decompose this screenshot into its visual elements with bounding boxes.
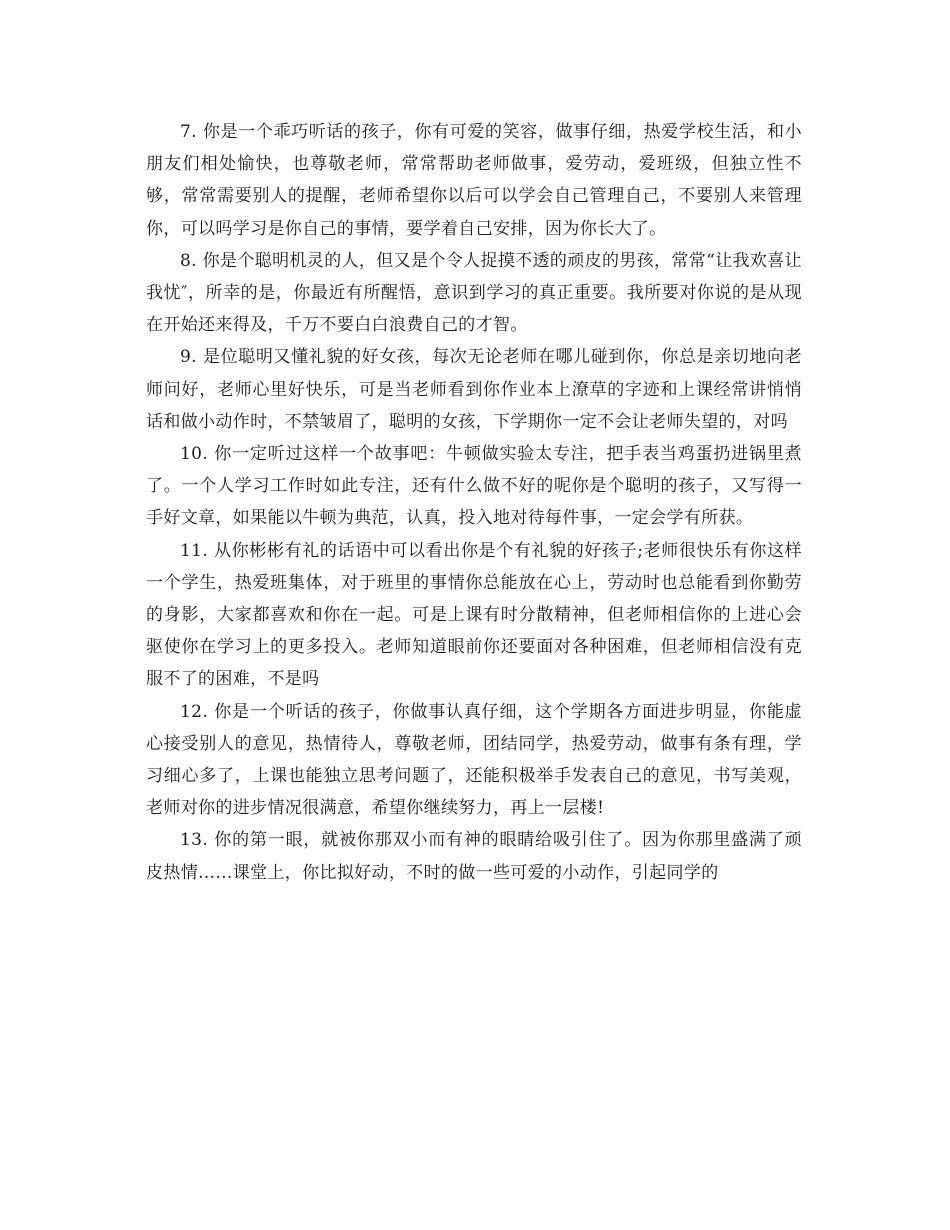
paragraph-8: 8. 你是个聪明机灵的人，但又是个令人捉摸不透的顽皮的男孩，常常“让我欢喜让我忧″，所幸的是，你最近有所醒悟，意识到学习的真正重要。我所要对你说的是从现在开始还来得及，千万不要白白浪费自己的才智。 xyxy=(146,250,802,336)
document-body xyxy=(146,116,802,889)
paragraph-11: 11. 从你彬彬有礼的话语中可以看出你是个有礼貌的好孩子;老师很快乐有你这样一个学生，热爱班集体，对于班里的事情你总能放在心上，劳动时也总能看到你勤劳的身影，大家都喜欢和你在一起。可是上课有时分散精神，但老师相信你的上进心会驱使你在学习上的更多投入。老师知道眼前你还要面对各种困难，但老师相信没有克服不了的困难，不是吗 xyxy=(146,540,802,690)
paragraph-7: 7. 你是一个乖巧听话的孩子，你有可爱的笑容，做事仔细，热爱学校生活，和小朋友们相处愉快，也尊敬老师，常常帮助老师做事，爱劳动，爱班级，但独立性不够，常常需要别人的提醒，老师希望你以后可以学会自己管理自己，不要别人来管理你，可以吗学习是你自己的事情，要学着自己安排，因为你长大了。 xyxy=(146,122,802,239)
paragraph-10: 10. 你一定听过这样一个故事吧：牛顿做实验太专注，把手表当鸡蛋扔进锅里煮了。一个人学习工作时如此专注，还有什么做不好的呢你是个聪明的孩子，又写得一手好文章，如果能以牛顿为典范，认真，投入地对待每件事，一定会学有所获。 xyxy=(146,444,802,529)
paragraph-13: 13. 你的第一眼，就被你那双小而有神的眼睛给吸引住了。因为你那里盛满了顽皮热情……课堂上，你比拟好动，不时的做一些可爱的小动作，引起同学的 xyxy=(146,830,802,883)
paragraph-9: 9. 是位聪明又懂礼貌的好女孩，每次无论老师在哪儿碰到你，你总是亲切地向老师问好，老师心里好快乐，可是当老师看到你作业本上潦草的字迹和上课经常讲悄悄话和做小动作时，不禁皱眉了，聪明的女孩，下学期你一定不会让老师失望的，对吗 xyxy=(146,347,802,432)
paragraph-12: 12. 你是一个听话的孩子，你做事认真仔细，这个学期各方面进步明显，你能虚心接受别人的意见，热情待人，尊敬老师，团结同学，热爱劳动，做事有条有理，学习细心多了，上课也能独立思考问题了，还能积极举手发表自己的意见，书写美观，老师对你的进步情况很满意，希望你继续努力，再上一层楼! xyxy=(146,701,802,819)
